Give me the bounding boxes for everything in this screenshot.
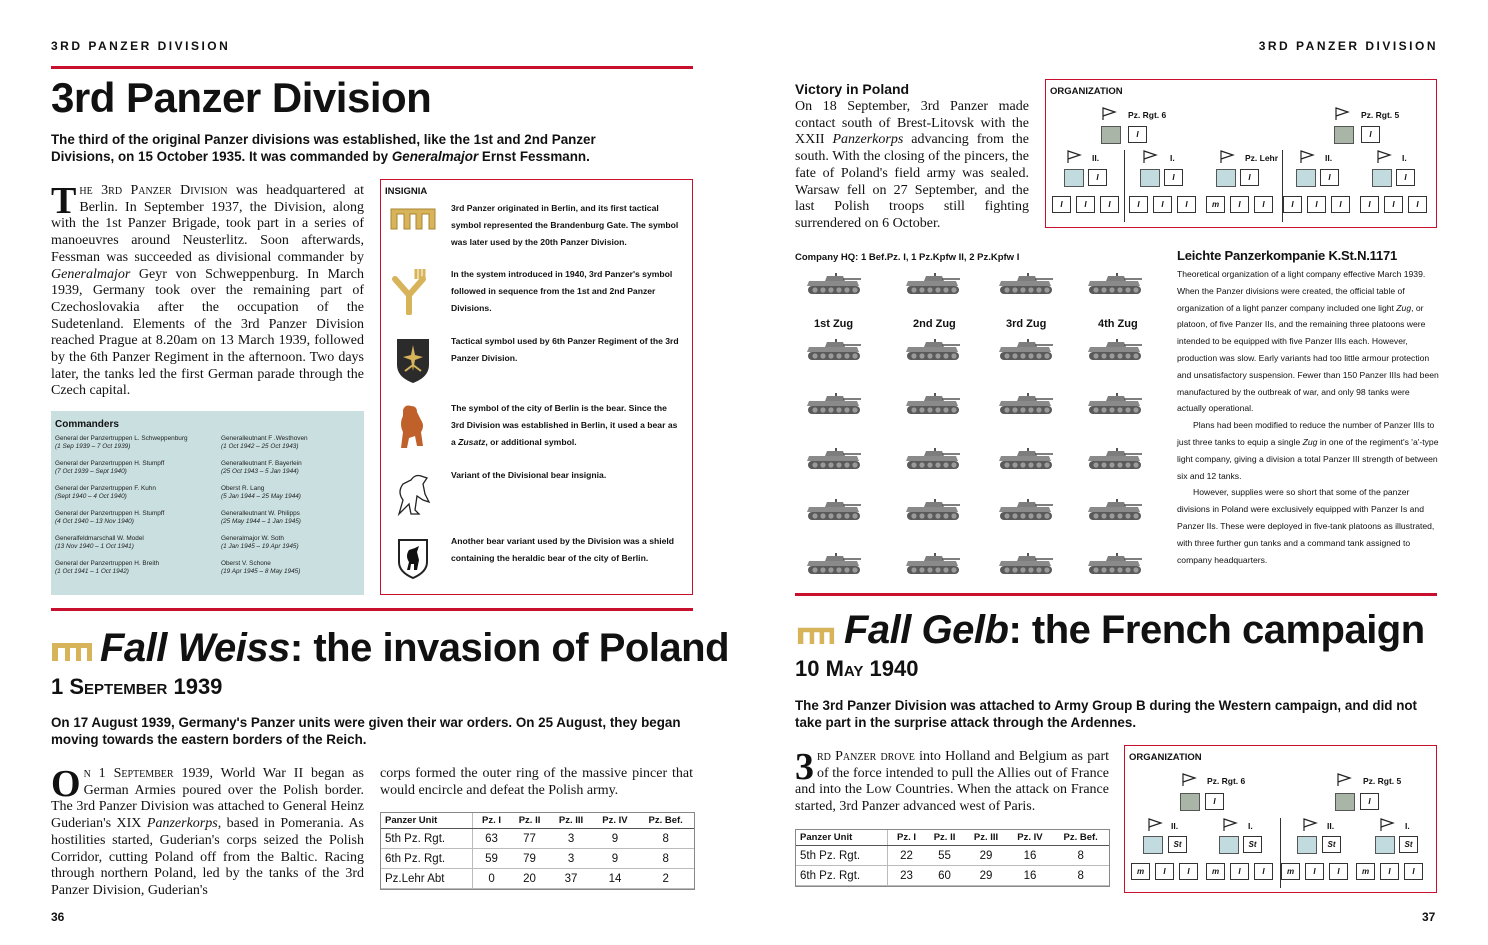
unit-box: St [1243, 836, 1262, 853]
victory-paragraph: On 18 September, 3rd Panzer made contact south of Brest-Litovsk with the XXII Panzerkorps advancing from the south. With the closing of the pincers, the fate of Poland's field army was sealed. Warsaw fell on 27 September, and the last Polish troops still fighting surrendered on 6 October. [795, 99, 1029, 231]
tank-icon [1086, 271, 1144, 297]
company-box: I [1129, 196, 1148, 213]
battalion-symbol [1296, 169, 1316, 187]
tank-icon [1086, 497, 1144, 523]
section-title-fall-weiss: Fall Weiss: the invasion of Poland [100, 626, 730, 670]
brandenburg-gate-icon [51, 640, 93, 662]
regiment-symbol [1335, 793, 1355, 811]
unit-box: St [1168, 836, 1187, 853]
insignia-title: INSIGNIA [385, 186, 428, 197]
zug-label: 2nd Zug [913, 318, 956, 330]
regiment-symbol [1180, 793, 1200, 811]
shield-emblem-icon [395, 337, 431, 385]
unit-box: I [1128, 126, 1147, 143]
insignia-text: Tactical symbol used by 6th Panzer Regiment of the 3rd Panzer Division. [451, 336, 679, 363]
insignia-text: 3rd Panzer originated in Berlin, and its first tactical symbol represented the Brandenburg Gate. The symbol was later used by the 20th Panzer Division. [451, 203, 679, 247]
insignia-text: Variant of the Divisional bear insignia. [451, 470, 607, 480]
zug-label: 4th Zug [1098, 318, 1138, 330]
battalion-label: I. [1248, 821, 1253, 831]
tank-icon [1086, 551, 1144, 577]
battalion-label: II. [1092, 153, 1100, 163]
commanders-box [51, 411, 364, 595]
list-item: General der Panzertruppen H. Stumpff (7 Oct 1939 – Sept 1940) [55, 460, 165, 475]
list-item: Oberst R. Lang (5 Jan 1944 – 25 May 1944) [221, 485, 301, 500]
company-box: I [1254, 863, 1273, 880]
tank-icon [904, 446, 962, 472]
drop-cap: 3 [795, 746, 814, 788]
tank-icon [805, 497, 863, 523]
insignia-text: Another bear variant used by the Division was a shield containing the heraldic bear of the city of Berlin. [451, 536, 675, 563]
intro-paragraph: The 3rd Panzer Division was headquartered at Berlin. In September 1937, the Division, along with the 1st Panzer Brigade, took part in a series of manoeuvres around Neusterlitz. Soon afterwards, Fessman was succeeded as divisional commander by Generalmajor Geyr von Schweppenburg. In March 1939, Germany took over the remaining part of Czechoslovakia after the occupation of the Sudetenland. Elements of the 3rd Panzer Division reached Prague at 8.20am on 13 March 1939, followed by the 6th Panzer Regiment in the afternoon. Two days later, the tanks led the first German parade through the Czech capital. [51, 180, 364, 399]
bear-red-icon [395, 402, 429, 450]
divider-rule [51, 608, 693, 611]
list-item: Oberst V. Schone (19 Apr 1945 – 8 May 1945) [221, 560, 301, 575]
tank-icon [805, 551, 863, 577]
tank-icon [904, 497, 962, 523]
table-header: Pz. I [888, 830, 925, 846]
company-box: I [1305, 863, 1324, 880]
company-box: m [1281, 863, 1300, 880]
section-subtitle: 1 September 1939 [51, 674, 223, 699]
tank-icon [997, 446, 1055, 472]
battalion-label: II. [1325, 153, 1333, 163]
company-box: m [1356, 863, 1375, 880]
flag-icon [1336, 773, 1352, 787]
company-box: I [1179, 863, 1198, 880]
tank-icon [904, 337, 962, 363]
tank-icon [997, 551, 1055, 577]
flag-icon [1222, 818, 1238, 832]
list-item: Generalleutnant F .Westhoven (1 Oct 1942 – 25 Oct 1943) [221, 435, 308, 450]
company-box: I [1283, 196, 1302, 213]
battalion-symbol [1375, 836, 1395, 854]
list-item: Generalfeldmarschall W. Model (13 Nov 1940 – 1 Oct 1941) [55, 535, 144, 550]
company-box: I [1155, 863, 1174, 880]
panzer-strength-table [795, 829, 1110, 887]
battalion-symbol [1216, 169, 1236, 187]
table-row: 5th Pz. Rgt. 22 55 29 16 8 [796, 846, 1109, 866]
company-box: m [1206, 196, 1225, 213]
org-title: ORGANIZATION [1050, 86, 1123, 97]
tank-icon [1086, 337, 1144, 363]
table-header: Pz. IV [593, 813, 638, 829]
list-item: Generalleutnant W. Philipps (25 May 1944 – 1 Jan 1945) [221, 510, 301, 525]
body-paragraph: 3 rd Panzer drove into Holland and Belgium as part of the force intended to pull the Allies out of France and into the Low Countries. When the attack on France started, 3rd Panzer advanced west of Paris. [795, 746, 1109, 815]
battalion-symbol [1219, 836, 1239, 854]
battalion-symbol [1372, 169, 1392, 187]
battalion-symbol [1297, 836, 1317, 854]
leichte-text: Theoretical organization of a light company effective March 1939. When the Panzer divisions were created, the official table of organization of a light panzer company included one light Zug, or platoon, of five Panzer IIs, and the remaining three platoons were intended to be equipped with five Panzer IIIs each. However, production was slow. Early variants had too little armour protection and unsatisfactory suspension. Fewer than 150 Panzer IIIs had been manufactured by the outbreak of war, and only 98 tanks were actually operational. Plans had been modified to reduce the number of Panzer IIIs to just three tanks to equip a single Zug in one of the regiment's 'a'-type light company, giving a division a total Panzer III strength of between six and 12 tanks. However, supplies were so short that some of the panzer divisions in Poland were exclusively equipped with Panzer Is and Panzer IIs. These were deployed in five-tank platoons as illustrated, with three further gun tanks and a command tank assigned to company headquarters. [1177, 269, 1439, 565]
table-header: Pz. II [925, 830, 965, 846]
battalion-label: II. [1171, 821, 1179, 831]
page-title: 3rd Panzer Division [51, 74, 432, 121]
company-box: I [1360, 196, 1379, 213]
flag-icon [1147, 818, 1163, 832]
company-box: I [1052, 196, 1071, 213]
battalion-symbol [1064, 169, 1084, 187]
table-header: Pz. I [473, 813, 510, 829]
commanders-list-left [55, 435, 215, 585]
table-header: Panzer Unit [381, 813, 473, 829]
flag-icon [1379, 818, 1395, 832]
unit-box: I [1164, 169, 1183, 186]
battalion-label: Pz. Lehr [1245, 153, 1279, 163]
unit-box: I [1205, 793, 1224, 810]
battalion-label: II. [1327, 821, 1335, 831]
bear-shield-icon [397, 538, 429, 580]
tank-icon [904, 551, 962, 577]
flag-icon [1101, 107, 1117, 121]
drop-cap: O [51, 763, 81, 805]
flag-icon [1181, 773, 1197, 787]
unit-box: St [1399, 836, 1418, 853]
regiment-label: Pz. Rgt. 5 [1361, 110, 1400, 120]
insignia-text: In the system introduced in 1940, 3rd Panzer's symbol followed in sequence from the 1st and 2nd Panzer Divisions. [451, 269, 673, 313]
battalion-label: I. [1170, 153, 1175, 163]
zug-label: 1st Zug [814, 318, 854, 330]
battalion-label: I. [1402, 153, 1407, 163]
insignia-text: The symbol of the city of Berlin is the bear. Since the 3rd Division was established in Berlin, it used a bear as a Zusatz, or additional symbol. [451, 403, 678, 447]
company-box: I [1177, 196, 1196, 213]
organization-chart [1124, 745, 1437, 893]
regiment-symbol [1101, 126, 1121, 144]
company-box: I [1307, 196, 1326, 213]
unit-box: I [1320, 169, 1339, 186]
company-box: I [1153, 196, 1172, 213]
flag-icon [1066, 150, 1082, 164]
table-row: 6th Pz. Rgt. 59 79 3 9 8 [381, 849, 694, 869]
battalion-label: I. [1405, 821, 1410, 831]
flag-icon [1219, 150, 1235, 164]
company-box: I [1408, 196, 1427, 213]
tank-icon [805, 391, 863, 417]
table-header: Pz. III [964, 830, 1007, 846]
commanders-title: Commanders [55, 419, 119, 430]
table-row: 5th Pz. Rgt. 63 77 3 9 8 [381, 829, 694, 849]
unit-box: I [1360, 793, 1379, 810]
company-box: I [1329, 863, 1348, 880]
list-item: General der Panzertruppen F. Kuhn (Sept 1940 – 4 Oct 1940) [55, 485, 156, 500]
list-item: General der Panzertruppen H. Breith (1 Oct 1941 – 1 Oct 1942) [55, 560, 160, 575]
tank-icon [805, 337, 863, 363]
tank-icon [904, 271, 962, 297]
list-item: Generalleutnant F. Bayerlein (25 Oct 1943 – 5 Jan 1944) [221, 460, 302, 475]
body-paragraph: corps formed the outer ring of the massive pincer that would encircle and defeat the Polish army. [380, 766, 693, 798]
victory-title: Victory in Poland [795, 81, 910, 97]
unit-box: St [1322, 836, 1341, 853]
tank-icon [805, 271, 863, 297]
company-box: I [1380, 863, 1399, 880]
tank-icon [997, 271, 1055, 297]
lead-paragraph: The 3rd Panzer Division was attached to Army Group B during the Western campaign, and did not take part in the surprise attack through the Ardennes. [795, 698, 1418, 730]
company-box: I [1254, 196, 1273, 213]
company-box: I [1404, 863, 1423, 880]
battalion-symbol [1143, 836, 1163, 854]
regiment-label: Pz. Rgt. 5 [1363, 776, 1402, 786]
list-item: General der Panzertruppen H. Stumpff (4 Oct 1940 – 13 Nov 1940) [55, 510, 165, 525]
company-box: I [1384, 196, 1403, 213]
table-row: 6th Pz. Rgt. 23 60 29 16 8 [796, 866, 1109, 886]
tank-icon [805, 446, 863, 472]
unit-box: I [1240, 169, 1259, 186]
section-title-fall-gelb: Fall Gelb: the French campaign [844, 608, 1425, 652]
regiment-label: Pz. Rgt. 6 [1128, 110, 1167, 120]
tank-icon [1086, 391, 1144, 417]
table-header: Pz. Bef. [637, 813, 694, 829]
company-box: I [1331, 196, 1350, 213]
commanders-list-right [221, 435, 361, 585]
table-header: Pz. II [510, 813, 550, 829]
regiment-symbol [1334, 126, 1354, 144]
unit-box: I [1361, 126, 1380, 143]
tank-icon [997, 391, 1055, 417]
divider-rule [51, 66, 693, 69]
table-header: Panzer Unit [796, 830, 888, 846]
page-number-right: 37 [1422, 910, 1436, 924]
zug-label: 3rd Zug [1006, 318, 1047, 330]
list-item: Generalmajor W. Soth (1 Jan 1945 – 19 Apr 1945) [221, 535, 299, 550]
unit-box: I [1396, 169, 1415, 186]
section-subtitle: 10 May 1940 [795, 656, 919, 681]
running-head-left: 3RD PANZER DIVISION [51, 39, 231, 53]
tank-icon [1086, 446, 1144, 472]
organization-chart [1045, 79, 1437, 228]
tank-icon [904, 391, 962, 417]
leichte-title: Leichte Panzerkompanie K.St.N.1171 [1177, 248, 1398, 263]
tank-icon [997, 497, 1055, 523]
y-fork-icon [389, 265, 429, 315]
unit-box: I [1088, 169, 1107, 186]
divider [1124, 150, 1125, 222]
battalion-symbol [1140, 169, 1160, 187]
divider-rule [795, 593, 1437, 596]
company-box: m [1131, 863, 1150, 880]
flag-icon [1334, 107, 1350, 121]
flag-icon [1376, 150, 1392, 164]
table-header: Pz. Bef. [1052, 830, 1109, 846]
company-box: I [1076, 196, 1095, 213]
table-row: Pz.Lehr Abt 0 20 37 14 2 [381, 869, 694, 889]
flag-icon [1299, 150, 1315, 164]
flag-icon [1302, 818, 1318, 832]
table-header: Pz. IV [1008, 830, 1053, 846]
list-item: General der Panzertruppen L. Schweppenburg (1 Sep 1939 – 7 Oct 1939) [55, 435, 188, 450]
tank-icon [997, 337, 1055, 363]
company-box: I [1230, 196, 1249, 213]
regiment-label: Pz. Rgt. 6 [1207, 776, 1246, 786]
table-header: Pz. III [549, 813, 592, 829]
company-box: I [1230, 863, 1249, 880]
company-box: I [1100, 196, 1119, 213]
page-number-left: 36 [51, 910, 65, 924]
brandenburg-gate-icon [389, 205, 437, 231]
lead-paragraph: On 17 August 1939, Germany's Panzer units were given their war orders. On 25 August, they began moving towards the eastern borders of the Reich. [51, 715, 681, 747]
bear-white-icon [393, 470, 435, 518]
lead-paragraph: The third of the original Panzer divisions was established, like the 1st and 2nd Panzer Divisions, on 15 October 1935. It was commanded by Generalmajor Ernst Fessmann. [51, 132, 596, 164]
company-caption: Company HQ: 1 Bef.Pz. I, 1 Pz.Kpfw II, 2 Pz.Kpfw I [795, 252, 1020, 263]
insignia-box [380, 179, 693, 595]
org-title: ORGANIZATION [1129, 752, 1202, 763]
brandenburg-gate-icon [797, 624, 835, 646]
running-head-right: 3RD PANZER DIVISION [1258, 39, 1438, 53]
panzer-strength-table [380, 812, 695, 890]
body-paragraph: On 1 September 1939, World War II began as German Armies poured over the Polish border. The 3rd Panzer Division was attached to General Heinz Guderian's XIX Panzerkorps, based in Pomerania. As hostilities started, Guderian's corps seized the Polish Corridor, cutting Poland off from the Baltic. Racing through northern Poland, led by the tanks of the 3rd Panzer Division, Guderian's [51, 763, 365, 898]
flag-icon [1142, 150, 1158, 164]
drop-cap: T [51, 180, 77, 222]
company-box: m [1206, 863, 1225, 880]
